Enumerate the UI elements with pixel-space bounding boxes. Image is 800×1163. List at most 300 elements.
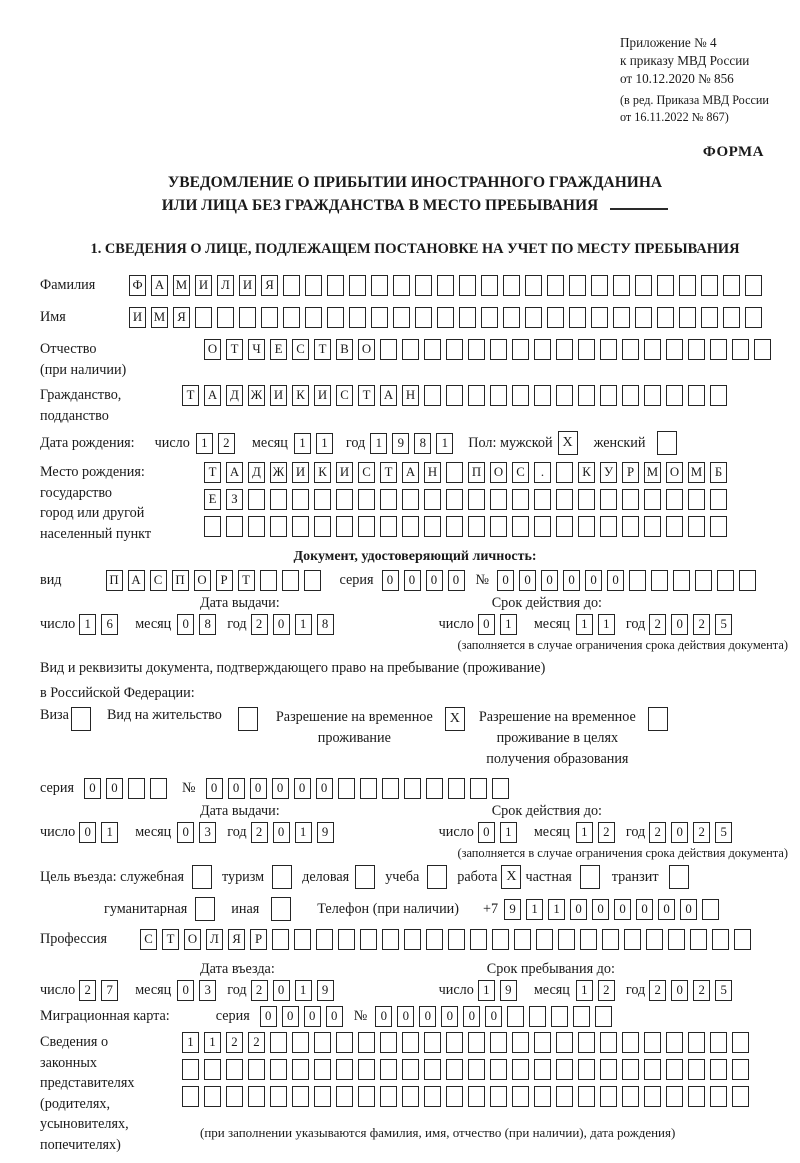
char-cell xyxy=(304,570,321,591)
char-cell: 0 xyxy=(519,570,536,591)
char-cell xyxy=(349,307,366,328)
char-cell xyxy=(512,516,529,537)
char-cell xyxy=(182,1086,199,1107)
char-cell: 2 xyxy=(79,980,96,1001)
char-cell xyxy=(292,1059,309,1080)
birth-place-cells-3 xyxy=(204,516,732,537)
field-cells xyxy=(129,275,767,302)
doc-issue-year-cells xyxy=(251,614,339,635)
char-cell xyxy=(490,1032,507,1053)
char-cell: 1 xyxy=(101,822,118,843)
purpose-work-label: работа xyxy=(457,868,498,885)
char-cell: Т xyxy=(204,462,221,483)
field-cells xyxy=(182,1032,754,1141)
char-cell: С xyxy=(140,929,157,950)
surname-row xyxy=(40,275,790,302)
char-cell xyxy=(723,307,740,328)
char-cell xyxy=(624,929,641,950)
char-cell: И xyxy=(270,385,287,406)
identity-doc-dates xyxy=(40,614,790,635)
char-cell xyxy=(569,275,586,296)
char-cell: С xyxy=(150,570,167,591)
char-cell xyxy=(248,516,265,537)
doc-issue-day-cells xyxy=(79,614,123,635)
char-cell xyxy=(556,339,573,360)
char-cell: Л xyxy=(217,275,234,296)
char-cell xyxy=(507,1006,524,1027)
female-checkbox xyxy=(657,431,677,455)
issue-date-label: Дата выдачи: xyxy=(200,803,280,819)
char-cell: 9 xyxy=(500,980,517,1001)
char-cell: Я xyxy=(261,275,278,296)
char-cell xyxy=(734,929,751,950)
char-cell: Т xyxy=(380,462,397,483)
char-cell xyxy=(358,1059,375,1080)
char-cell xyxy=(657,307,674,328)
char-cell: 1 xyxy=(316,433,333,454)
char-cell xyxy=(270,1059,287,1080)
label: № xyxy=(475,572,490,588)
label: месяц xyxy=(533,616,570,632)
char-cell: 0 xyxy=(106,778,123,799)
char-cell: И xyxy=(292,462,309,483)
char-cell xyxy=(644,1032,661,1053)
char-cell xyxy=(702,899,719,920)
char-cell: П xyxy=(468,462,485,483)
char-cell: Т xyxy=(182,385,199,406)
char-cell: 2 xyxy=(251,822,268,843)
char-cell: 0 xyxy=(273,822,290,843)
char-cell xyxy=(248,1086,265,1107)
char-cell xyxy=(556,516,573,537)
char-cell xyxy=(732,339,749,360)
char-cell: 0 xyxy=(448,570,465,591)
char-cell xyxy=(569,307,586,328)
char-cell xyxy=(150,778,167,799)
char-cell xyxy=(314,1032,331,1053)
char-cell: 1 xyxy=(295,822,312,843)
birth-place-cells-2 xyxy=(204,489,732,510)
char-cell xyxy=(358,516,375,537)
char-cell xyxy=(534,1086,551,1107)
char-cell: О xyxy=(490,462,507,483)
char-cell xyxy=(292,489,309,510)
char-cell xyxy=(666,385,683,406)
char-cell xyxy=(402,339,419,360)
char-cell xyxy=(448,778,465,799)
label: год xyxy=(345,434,366,451)
char-cell: И xyxy=(336,462,353,483)
char-cell: А xyxy=(402,462,419,483)
purpose-study-label: учеба xyxy=(385,868,420,885)
char-cell xyxy=(446,339,463,360)
char-cell: 1 xyxy=(436,433,453,454)
purpose-tourism-checkbox xyxy=(272,865,292,889)
char-cell xyxy=(600,385,617,406)
male-checkbox: X xyxy=(558,431,578,455)
char-cell: 7 xyxy=(101,980,118,1001)
field-label: Имя xyxy=(40,309,66,325)
char-cell xyxy=(613,275,630,296)
char-cell: 8 xyxy=(199,614,216,635)
char-cell: 0 xyxy=(671,822,688,843)
char-cell: 1 xyxy=(576,980,593,1001)
permit-series-row xyxy=(40,778,790,799)
label: год xyxy=(227,616,247,632)
stay-doc-text-2: в Российской Федерации: xyxy=(40,685,195,701)
char-cell: 1 xyxy=(182,1032,199,1053)
stay-until-month-cells xyxy=(576,980,620,1001)
char-cell xyxy=(260,570,277,591)
doc-expiry-year-cells xyxy=(649,614,737,635)
label: число xyxy=(438,982,474,998)
char-cell xyxy=(622,385,639,406)
char-cell: И xyxy=(129,307,146,328)
char-cell: А xyxy=(128,570,145,591)
char-cell: У xyxy=(600,462,617,483)
char-cell xyxy=(551,1006,568,1027)
char-cell: С xyxy=(358,462,375,483)
char-cell xyxy=(239,307,256,328)
char-cell: 0 xyxy=(671,980,688,1001)
migration-series-cells xyxy=(260,1006,348,1027)
char-cell xyxy=(270,1032,287,1053)
char-cell xyxy=(732,1032,749,1053)
char-cell xyxy=(424,385,441,406)
purpose-business-label: деловая xyxy=(302,868,350,885)
purpose-official-label: Цель въезда: служебная xyxy=(40,868,184,885)
char-cell xyxy=(512,1032,529,1053)
doc-issue-month-cells xyxy=(177,614,221,635)
char-cell xyxy=(217,307,234,328)
char-cell xyxy=(305,307,322,328)
char-cell: И xyxy=(314,385,331,406)
char-cell: Л xyxy=(206,929,223,950)
citizenship-cells xyxy=(182,385,732,406)
representatives-cells-2 xyxy=(182,1059,754,1080)
label: число xyxy=(438,616,474,632)
char-cell: О xyxy=(204,339,221,360)
permit-issue-year-cells xyxy=(251,822,339,843)
char-cell xyxy=(327,275,344,296)
char-cell xyxy=(204,516,221,537)
char-cell xyxy=(622,1059,639,1080)
char-cell: К xyxy=(314,462,331,483)
char-cell xyxy=(490,385,507,406)
char-cell: 0 xyxy=(282,1006,299,1027)
birth-date-label: Дата рождения: xyxy=(40,434,135,451)
char-cell: 1 xyxy=(370,433,387,454)
char-cell xyxy=(492,778,509,799)
label: число xyxy=(154,434,190,451)
permit-series-cells xyxy=(84,778,172,799)
birth-place-cells-1 xyxy=(204,462,732,483)
char-cell xyxy=(226,516,243,537)
char-cell xyxy=(314,1086,331,1107)
char-cell: 8 xyxy=(317,614,334,635)
revision-line: от 16.11.2022 № 867) xyxy=(620,110,729,124)
char-cell xyxy=(644,1059,661,1080)
char-cell xyxy=(695,570,712,591)
char-cell: 2 xyxy=(693,822,710,843)
migration-number-cells xyxy=(375,1006,617,1027)
char-cell xyxy=(424,489,441,510)
revision-line: (в ред. Приказа МВД России xyxy=(620,93,769,107)
char-cell xyxy=(688,339,705,360)
char-cell xyxy=(468,339,485,360)
char-cell xyxy=(468,1032,485,1053)
doc-type-label: вид xyxy=(40,572,62,588)
char-cell xyxy=(602,929,619,950)
char-cell: 0 xyxy=(636,899,653,920)
char-cell: Ж xyxy=(248,385,265,406)
char-cell xyxy=(613,307,630,328)
char-cell xyxy=(710,1059,727,1080)
title-underline xyxy=(610,208,668,210)
char-cell xyxy=(503,307,520,328)
permit-dates xyxy=(40,822,790,843)
char-cell xyxy=(556,462,573,483)
char-cell xyxy=(248,1059,265,1080)
purpose-work-checkbox: X xyxy=(501,865,521,889)
identity-doc-heading: Документ, удостоверяющий личность: xyxy=(293,549,537,564)
char-cell xyxy=(481,307,498,328)
char-cell xyxy=(470,929,487,950)
purpose-other-label: иная xyxy=(231,900,260,917)
char-cell: П xyxy=(106,570,123,591)
char-cell: 1 xyxy=(294,433,311,454)
char-cell: 9 xyxy=(317,822,334,843)
char-cell: 1 xyxy=(500,822,517,843)
char-cell xyxy=(578,516,595,537)
char-cell xyxy=(723,275,740,296)
char-cell xyxy=(503,275,520,296)
char-cell: 0 xyxy=(658,899,675,920)
char-cell xyxy=(468,516,485,537)
char-cell xyxy=(622,1032,639,1053)
char-cell xyxy=(710,1086,727,1107)
char-cell xyxy=(573,1006,590,1027)
char-cell xyxy=(424,516,441,537)
char-cell: О xyxy=(194,570,211,591)
char-cell xyxy=(382,778,399,799)
label: число xyxy=(40,982,76,998)
char-cell xyxy=(514,929,531,950)
char-cell xyxy=(437,275,454,296)
stay-until-year-cells xyxy=(649,980,737,1001)
char-cell xyxy=(314,489,331,510)
char-cell: Т xyxy=(314,339,331,360)
char-cell: 0 xyxy=(614,899,631,920)
char-cell: 0 xyxy=(304,1006,321,1027)
char-cell xyxy=(283,307,300,328)
char-cell xyxy=(371,307,388,328)
char-cell xyxy=(688,385,705,406)
char-cell xyxy=(710,516,727,537)
valid-until-label: Срок действия до: xyxy=(491,595,603,611)
char-cell xyxy=(666,1059,683,1080)
char-cell xyxy=(481,275,498,296)
char-cell xyxy=(547,307,564,328)
identity-doc-date-labels xyxy=(40,595,790,612)
temp-residence-education-label: Разрешение на временное проживание в целях получения образования xyxy=(478,709,636,767)
label: год xyxy=(625,616,646,632)
char-cell xyxy=(622,516,639,537)
char-cell xyxy=(668,929,685,950)
char-cell xyxy=(688,1086,705,1107)
char-cell: 2 xyxy=(598,822,615,843)
char-cell: 3 xyxy=(199,980,216,1001)
char-cell xyxy=(591,275,608,296)
char-cell xyxy=(673,570,690,591)
char-cell xyxy=(426,778,443,799)
char-cell: 0 xyxy=(607,570,624,591)
identity-doc-row xyxy=(40,570,790,591)
char-cell xyxy=(717,570,734,591)
char-cell xyxy=(534,1032,551,1053)
label: год xyxy=(625,824,646,840)
char-cell xyxy=(468,489,485,510)
entry-day-cells xyxy=(79,980,123,1001)
char-cell xyxy=(732,1086,749,1107)
purpose-transit-checkbox xyxy=(669,865,689,889)
char-cell xyxy=(578,1032,595,1053)
char-cell: 0 xyxy=(570,899,587,920)
field-cells xyxy=(204,462,732,543)
char-cell xyxy=(644,339,661,360)
char-cell: 2 xyxy=(251,980,268,1001)
entry-date-label: Дата въезда: xyxy=(200,961,275,977)
birth-date-row xyxy=(40,431,790,455)
char-cell: 0 xyxy=(177,614,194,635)
label: число xyxy=(40,616,76,632)
char-cell: 0 xyxy=(260,1006,277,1027)
char-cell: С xyxy=(336,385,353,406)
char-cell: Р xyxy=(250,929,267,950)
field-label: Профессия xyxy=(40,931,107,947)
char-cell xyxy=(578,489,595,510)
doc-series-cells xyxy=(382,570,470,591)
char-cell: 0 xyxy=(671,614,688,635)
permit-expiry-month-cells xyxy=(576,822,620,843)
phone-label: Телефон (при наличии) xyxy=(317,900,459,917)
char-cell xyxy=(710,339,727,360)
visit-purpose-row xyxy=(40,865,790,889)
label: серия xyxy=(339,572,374,588)
char-cell xyxy=(424,1059,441,1080)
char-cell xyxy=(688,489,705,510)
char-cell: Д xyxy=(248,462,265,483)
char-cell: 1 xyxy=(576,822,593,843)
char-cell xyxy=(446,1032,463,1053)
char-cell xyxy=(745,275,762,296)
char-cell xyxy=(446,516,463,537)
char-cell xyxy=(644,385,661,406)
char-cell xyxy=(226,1086,243,1107)
given-name-cells xyxy=(129,307,767,328)
phone-cells xyxy=(504,899,724,920)
char-cell: 0 xyxy=(497,570,514,591)
char-cell xyxy=(404,929,421,950)
char-cell xyxy=(710,489,727,510)
char-cell: 2 xyxy=(226,1032,243,1053)
char-cell xyxy=(666,1086,683,1107)
char-cell xyxy=(402,1086,419,1107)
char-cell: О xyxy=(184,929,201,950)
char-cell xyxy=(424,1032,441,1053)
char-cell xyxy=(336,1059,353,1080)
char-cell: 2 xyxy=(693,980,710,1001)
char-cell xyxy=(402,1059,419,1080)
legal-representatives-row xyxy=(40,1032,790,1155)
identity-doc-note: (заполняется в случае ограничения срока действия документа) xyxy=(457,638,788,652)
char-cell: В xyxy=(336,339,353,360)
patronymic-cells xyxy=(204,339,776,360)
char-cell xyxy=(446,1086,463,1107)
char-cell: 6 xyxy=(101,614,118,635)
residence-permit-label: Вид на жительство xyxy=(106,707,222,723)
char-cell xyxy=(556,1032,573,1053)
char-cell: И xyxy=(195,275,212,296)
stay-until-label: Срок пребывания до: xyxy=(486,961,615,977)
char-cell xyxy=(404,778,421,799)
char-cell xyxy=(380,1032,397,1053)
purpose-private-checkbox xyxy=(580,865,600,889)
char-cell xyxy=(556,385,573,406)
char-cell: 1 xyxy=(295,980,312,1001)
temp-residence-education-checkbox xyxy=(648,707,668,731)
char-cell xyxy=(679,307,696,328)
char-cell xyxy=(745,307,762,328)
char-cell xyxy=(712,929,729,950)
representatives-cells-3 xyxy=(182,1086,754,1107)
char-cell xyxy=(525,307,542,328)
label: месяц xyxy=(533,982,570,998)
char-cell xyxy=(512,385,529,406)
char-cell xyxy=(336,489,353,510)
char-cell: 1 xyxy=(500,614,517,635)
char-cell xyxy=(283,275,300,296)
char-cell xyxy=(468,1059,485,1080)
char-cell: Д xyxy=(226,385,243,406)
gender-male-label: Пол: мужской xyxy=(468,434,553,451)
char-cell xyxy=(358,1086,375,1107)
char-cell: 0 xyxy=(478,614,495,635)
char-cell xyxy=(380,339,397,360)
char-cell: . xyxy=(534,462,551,483)
char-cell xyxy=(644,489,661,510)
char-cell xyxy=(371,275,388,296)
char-cell: 1 xyxy=(196,433,213,454)
appendix-line: Приложение № 4 xyxy=(620,35,717,50)
label: № xyxy=(181,780,196,796)
char-cell xyxy=(739,570,756,591)
purpose-other-checkbox xyxy=(271,897,291,921)
char-cell xyxy=(282,570,299,591)
label: № xyxy=(353,1008,368,1024)
char-cell: 0 xyxy=(463,1006,480,1027)
char-cell xyxy=(600,1032,617,1053)
form-body xyxy=(40,275,790,1155)
char-cell: 0 xyxy=(382,570,399,591)
char-cell: 0 xyxy=(273,614,290,635)
char-cell: И xyxy=(239,275,256,296)
char-cell xyxy=(666,516,683,537)
char-cell xyxy=(360,929,377,950)
char-cell xyxy=(338,778,355,799)
field-cells xyxy=(204,339,776,366)
char-cell: 1 xyxy=(79,614,96,635)
